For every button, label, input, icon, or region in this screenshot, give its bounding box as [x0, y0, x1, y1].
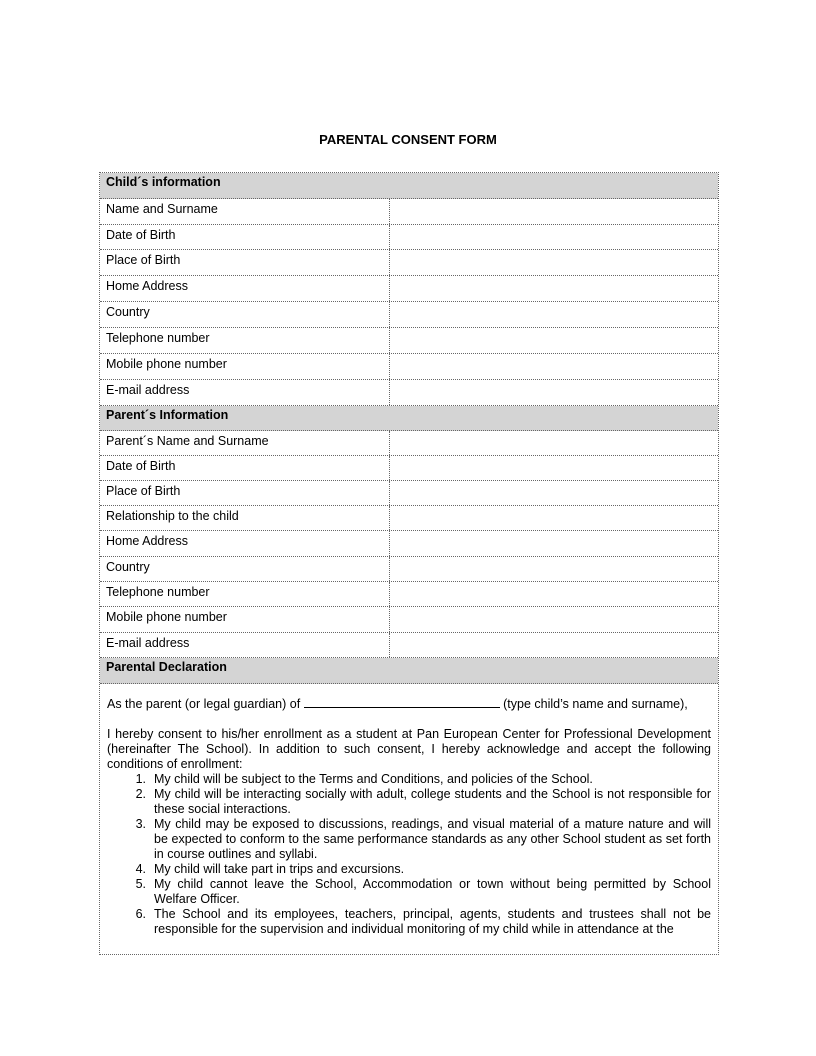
child-name-blank[interactable]	[304, 696, 500, 708]
parent-info-row-input[interactable]	[390, 506, 718, 530]
condition-text: My child will be subject to the Terms and Conditions, and policies of the School.	[154, 772, 593, 786]
parent-info-row-label: Country	[100, 557, 390, 581]
parent-info-row-input[interactable]	[390, 582, 718, 606]
condition-text: My child will be interacting socially with adult, college students and the School is not responsible for these social interactions.	[154, 787, 711, 816]
condition-item	[107, 862, 711, 877]
parent-info-row-label: Place of Birth	[100, 481, 390, 505]
parent-info-row-input[interactable]	[390, 531, 718, 556]
parent-info-row-label: Relationship to the child	[100, 506, 390, 530]
parent-info-row-input[interactable]	[390, 431, 718, 455]
child-info-row	[100, 328, 718, 354]
condition-item	[107, 817, 711, 862]
parent-info-row	[100, 582, 718, 607]
parent-info-row	[100, 506, 718, 531]
child-info-row-label: E-mail address	[100, 380, 390, 405]
condition-text: My child cannot leave the School, Accommodation or town without being permitted by School Welfare Officer.	[154, 877, 711, 906]
child-info-row	[100, 354, 718, 380]
child-info-row-input[interactable]	[390, 328, 718, 353]
condition-text: The School and its employees, teachers, principal, agents, students and trustees shall not be responsible for the supervision and individual monitoring of my child while in attendance at the	[154, 907, 711, 936]
child-info-row-input[interactable]	[390, 380, 718, 405]
child-info-row	[100, 225, 718, 250]
parent-info-row-input[interactable]	[390, 607, 718, 632]
condition-number: 6.	[135, 907, 146, 921]
consent-form-table	[99, 172, 719, 955]
declaration-intro	[107, 696, 711, 712]
parent-info-row	[100, 531, 718, 557]
declaration-body	[100, 684, 718, 937]
condition-text: My child may be exposed to discussions, readings, and visual material of a mature nature and will be expected to conform to the same performance standards as any other School student as set forth in course outlines and syllabi.	[154, 817, 711, 861]
condition-item	[107, 877, 711, 907]
child-info-row-input[interactable]	[390, 225, 718, 249]
child-info-row-input[interactable]	[390, 354, 718, 379]
condition-number: 2.	[135, 787, 146, 801]
parent-info-rows	[100, 431, 718, 658]
parent-info-row-label: Telephone number	[100, 582, 390, 606]
condition-number: 3.	[135, 817, 146, 831]
conditions-list	[107, 772, 711, 937]
parent-info-row	[100, 481, 718, 506]
condition-number: 4.	[135, 862, 146, 876]
child-info-row-input[interactable]	[390, 302, 718, 327]
condition-item	[107, 907, 711, 937]
parent-info-row-input[interactable]	[390, 633, 718, 657]
child-info-row-label: Place of Birth	[100, 250, 390, 275]
intro-text-before: As the parent (or legal guardian) of	[107, 697, 301, 711]
child-info-row	[100, 276, 718, 302]
child-info-row	[100, 380, 718, 406]
parent-info-row	[100, 557, 718, 582]
child-info-row	[100, 302, 718, 328]
child-info-row-input[interactable]	[390, 276, 718, 301]
parent-info-row	[100, 456, 718, 481]
child-info-row-label: Date of Birth	[100, 225, 390, 249]
parent-info-row	[100, 633, 718, 658]
parent-info-row	[100, 607, 718, 633]
form-title: PARENTAL CONSENT FORM	[319, 132, 497, 147]
parent-info-row-input[interactable]	[390, 456, 718, 480]
parent-info-row-label: Mobile phone number	[100, 607, 390, 632]
child-info-row-input[interactable]	[390, 199, 718, 224]
child-info-row-label: Country	[100, 302, 390, 327]
parent-info-row-input[interactable]	[390, 557, 718, 581]
declaration-consent: I hereby consent to his/her enrollment as a student at Pan European Center for Professional Development (hereinafter The School). In addition to such consent, I hereby acknowledge and accept the following conditions of enrollment:	[107, 727, 711, 771]
condition-number: 1.	[135, 772, 146, 786]
child-info-row-label: Telephone number	[100, 328, 390, 353]
parent-info-row-label: Date of Birth	[100, 456, 390, 480]
condition-text: My child will take part in trips and excursions.	[154, 862, 405, 876]
intro-text-after: (type child’s name and surname),	[503, 697, 688, 711]
parent-info-row-label: Home Address	[100, 531, 390, 556]
child-info-row	[100, 199, 718, 225]
parent-info-row	[100, 431, 718, 456]
section-header-declaration: Parental Declaration	[100, 658, 718, 684]
condition-item	[107, 787, 711, 817]
condition-number: 5.	[135, 877, 146, 891]
child-info-row-label: Mobile phone number	[100, 354, 390, 379]
parent-info-row-label: E-mail address	[100, 633, 390, 657]
child-info-rows	[100, 199, 718, 406]
condition-item	[107, 772, 711, 787]
parent-info-row-input[interactable]	[390, 481, 718, 505]
parent-info-row-label: Parent´s Name and Surname	[100, 431, 390, 455]
child-info-row-label: Name and Surname	[100, 199, 390, 224]
child-info-row-label: Home Address	[100, 276, 390, 301]
child-info-row	[100, 250, 718, 276]
section-header-parent: Parent´s Information	[100, 406, 718, 431]
child-info-row-input[interactable]	[390, 250, 718, 275]
section-header-child: Child´s information	[100, 173, 718, 199]
